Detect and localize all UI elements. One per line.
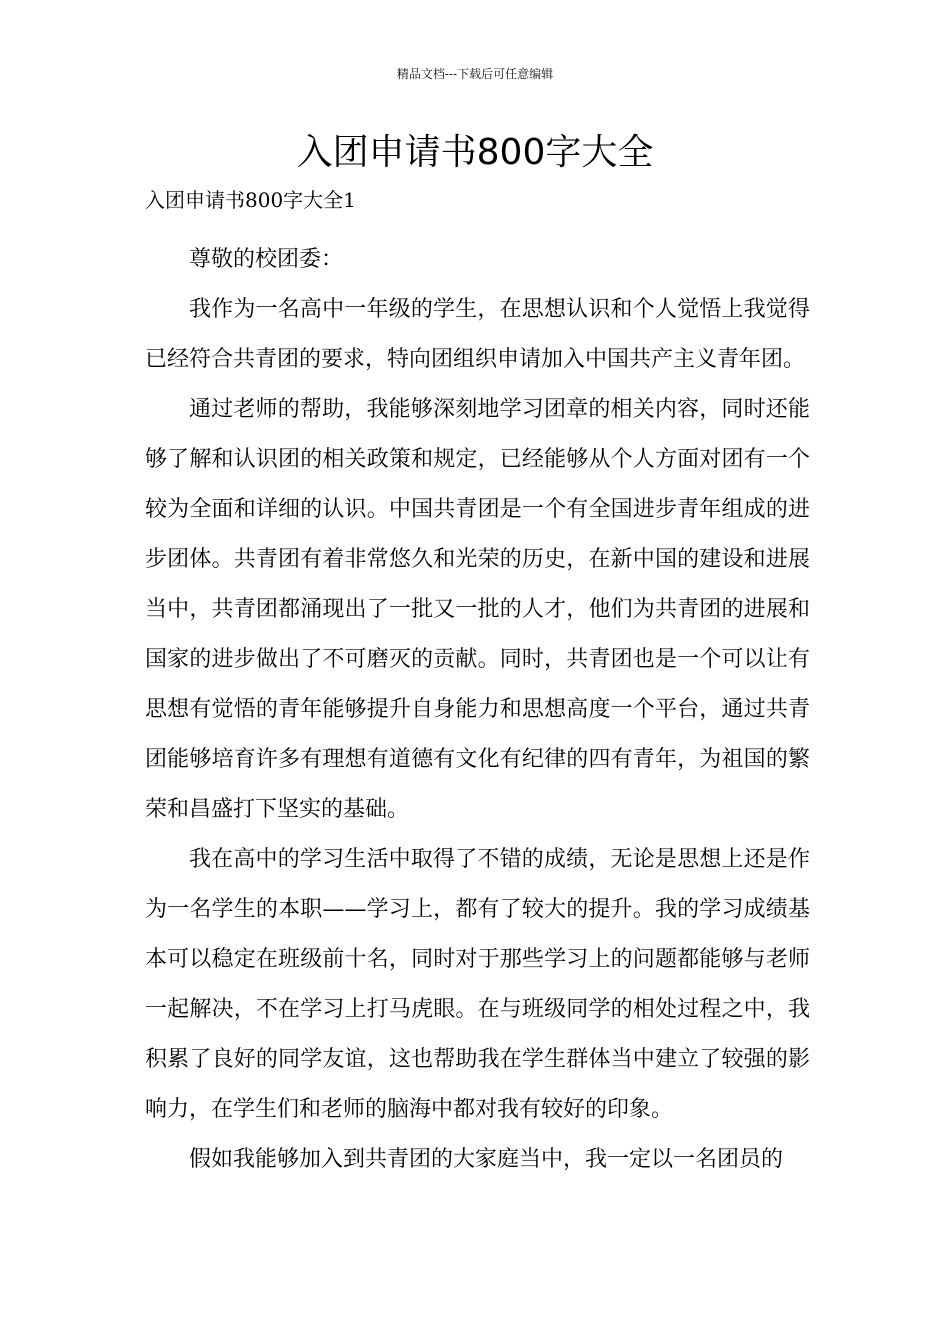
header-note: 精品文档---下载后可任意编辑	[396, 67, 554, 81]
paragraph: 假如我能够加入到共青团的大家庭当中，我一定以一名团员的	[189, 1147, 784, 1172]
paragraph: 我作为一名高中一年级的学生，在思想认识和个人觉悟上我觉得已经符合共青团的要求，特向团组织申请加入中国共产主义青年团。	[145, 297, 810, 372]
document-subtitle: 入团申请书800字大全1	[145, 188, 356, 212]
paragraph: 我在高中的学习生活中取得了不错的成绩，无论是思想上还是作为一名学生的本职——学习上，都有了较大的提升。我的学习成绩基本可以稳定在班级前十名，同时对于那些学习上的问题都能够与老师一起解决，不在学习上打马虎眼。在与班级同学的相处过程之中，我积累了良好的同学友谊，这也帮助我在学生群体当中建立了较强的影响力，在学生们和老师的脑海中都对我有较好的印象。	[145, 847, 810, 1122]
document-body	[145, 235, 810, 1185]
paragraph-salutation: 尊敬的校团委：	[189, 247, 344, 272]
document-title: 入团申请书800字大全	[296, 132, 654, 173]
paragraph: 通过老师的帮助，我能够深刻地学习团章的相关内容，同时还能够了解和认识团的相关政策和规定，已经能够从个人方面对团有一个较为全面和详细的认识。中国共青团是一个有全国进步青年组成的进步团体。共青团有着非常悠久和光荣的历史，在新中国的建设和进展当中，共青团都涌现出了一批又一批的人才，他们为共青团的进展和国家的进步做出了不可磨灭的贡献。同时，共青团也是一个可以让有思想有觉悟的青年能够提升自身能力和思想高度一个平台，通过共青团能够培育许多有理想有道德有文化有纪律的四有青年，为祖国的繁荣和昌盛打下坚实的基础。	[145, 397, 810, 822]
